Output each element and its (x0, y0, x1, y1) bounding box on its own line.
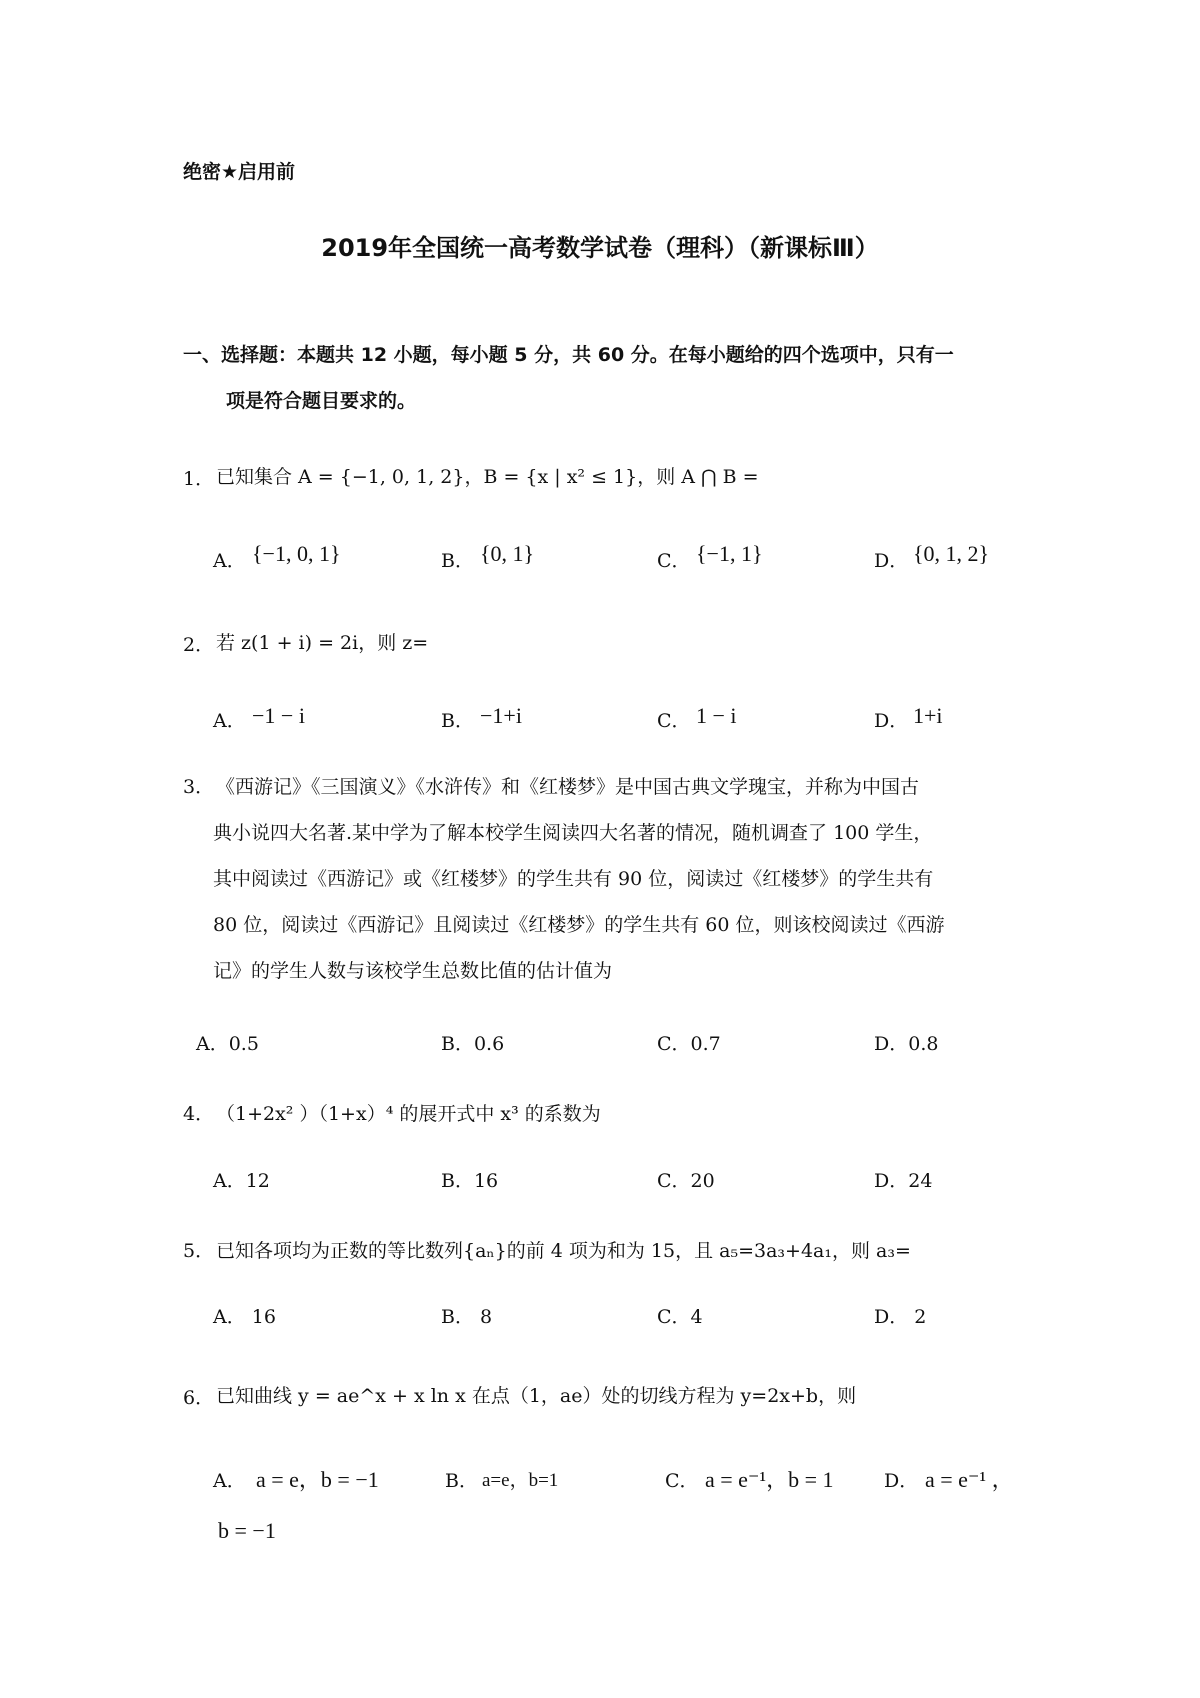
option: B．16 (441, 1170, 499, 1192)
page-title: 2019年全国统一高考数学试卷（理科）（新课标Ⅲ） (321, 234, 879, 262)
question-number: 5． (183, 1240, 215, 1262)
question-number: 3． (183, 776, 215, 798)
option-text: a = e⁻¹ ， (925, 1467, 1014, 1492)
question-stem: 已知各项均为正数的等比数列{aₙ}的前 4 项为和为 15，且 a₅=3a₃+4a₁，则 a₃= (216, 1240, 911, 1262)
option-text: −1+i (480, 703, 522, 728)
option: A． 16 (213, 1306, 276, 1328)
section-heading-line2: 项是符合题目要求的。 (226, 390, 417, 412)
option: C．20 (657, 1170, 715, 1192)
question-stem: 已知曲线 y = ae^x + x ln x 在点（1，ae）处的切线方程为 y=2x+b，则 (216, 1385, 857, 1407)
question-stem-line: 记》的学生人数与该校学生总数比值的估计值为 (213, 960, 613, 982)
question-stem-line: 典小说四大名著.某中学为了解本校学生阅读四大名著的情况，随机调查了 100 学生， (213, 822, 933, 844)
option-text: a=e，b=1 (482, 1470, 559, 1491)
option-text: 1 − i (696, 703, 737, 728)
option-text: 1+i (913, 703, 943, 728)
option: D．0.8 (874, 1033, 939, 1055)
option-text-continued: b = −1 (218, 1518, 276, 1543)
option-label: A． (213, 1470, 246, 1492)
option-label: D． (884, 1470, 919, 1492)
option: A．0.5 (196, 1033, 259, 1055)
question-stem: 已知集合 A = {−1, 0, 1, 2}，B = {x | x² ≤ 1}，则 A ⋂ B = (216, 466, 759, 488)
option-label: B． (441, 710, 474, 732)
option: B．0.6 (441, 1033, 505, 1055)
question-stem: （1+2x² ）（1+x）⁴ 的展开式中 x³ 的系数为 (216, 1103, 601, 1125)
option: C．0.7 (657, 1033, 721, 1055)
secret-label: 绝密★启用前 (183, 161, 296, 183)
question-stem-line: 80 位，阅读过《西游记》且阅读过《红楼梦》的学生共有 60 位，则该校阅读过《西游 (213, 914, 945, 936)
option: D．24 (874, 1170, 933, 1192)
option: C．4 (657, 1306, 703, 1328)
option-text: {0, 1} (480, 541, 535, 566)
option-label: C． (657, 550, 691, 572)
question-number: 1． (183, 468, 215, 490)
option: A．12 (213, 1170, 270, 1192)
question-number: 2． (183, 634, 215, 656)
option-text: −1 − i (252, 703, 305, 728)
question-stem-line: 其中阅读过《西游记》或《红楼梦》的学生共有 90 位，阅读过《红楼梦》的学生共有 (213, 868, 934, 890)
option-text: {0, 1, 2} (913, 541, 990, 566)
option-label: C． (665, 1470, 699, 1492)
option-text: {−1, 1} (696, 541, 763, 566)
option-label: C． (657, 710, 691, 732)
section-heading-line1: 一、选择题：本题共 12 小题，每小题 5 分，共 60 分。在每小题给的四个选项中，只有一 (183, 344, 954, 366)
option: B． 8 (441, 1306, 493, 1328)
option-label: B． (441, 550, 474, 572)
option: D． 2 (874, 1306, 927, 1328)
option-label: A． (213, 710, 246, 732)
option-label: B． (445, 1470, 478, 1492)
option-text: a = e，b = −1 (256, 1467, 379, 1492)
question-stem-line: 《西游记》《三国演义》《水浒传》和《红楼梦》是中国古典文学瑰宝，并称为中国古 (216, 776, 920, 798)
question-number: 4． (183, 1103, 215, 1125)
option-label: D． (874, 550, 909, 572)
option-text: a = e⁻¹，b = 1 (705, 1467, 834, 1492)
option-label: A． (213, 550, 246, 572)
option-label: D． (874, 710, 909, 732)
question-number: 6． (183, 1387, 215, 1409)
option-text: {−1, 0, 1} (252, 541, 341, 566)
question-stem: 若 z(1 + i) = 2i，则 z= (216, 632, 429, 654)
